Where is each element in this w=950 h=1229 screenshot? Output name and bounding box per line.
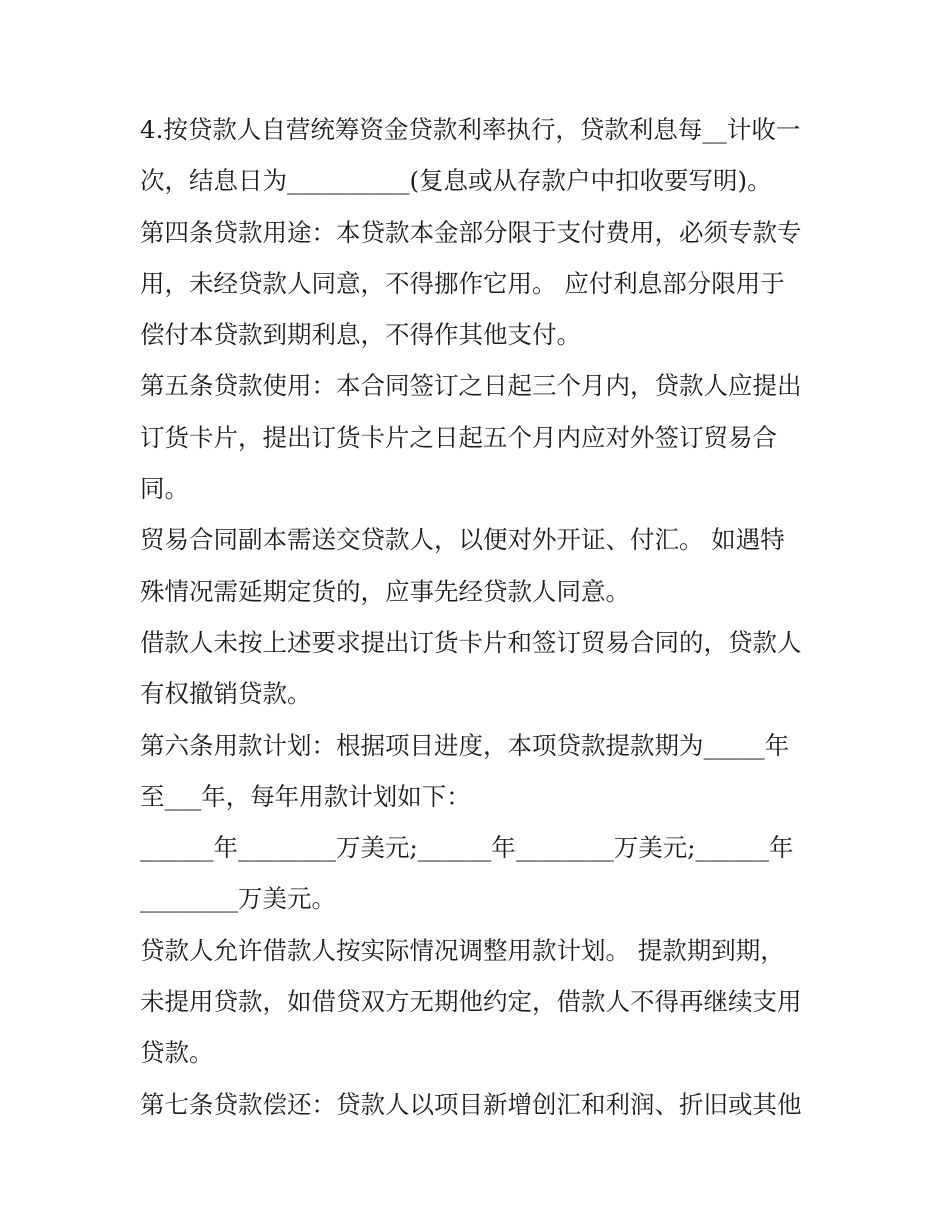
text-line: 第六条用款计划：根据项目进度，本项贷款提款期为_____年	[140, 730, 790, 760]
text-line: 至___年，每年用款计划如下：	[140, 781, 471, 811]
text-line: 借款人未按上述要求提出订货卡片和签订贸易合同的，贷款人	[140, 627, 802, 657]
text-line: 贸易合同副本需送交贷款人，以便对外开证、付汇。 如遇特	[140, 525, 785, 555]
text-line: 用，未经贷款人同意，不得挪作它用。 应付利息部分限用于	[140, 268, 785, 298]
text-line: ______年________万美元;______年________万美元;______年	[140, 833, 794, 863]
document-body	[140, 104, 820, 1130]
text-line: 第四条贷款用途：本贷款本金部分限于支付费用，必须专款专	[140, 217, 802, 247]
text-line: 4.按贷款人自营统筹资金贷款利率执行，贷款利息每__计收一	[140, 115, 801, 144]
text-line: 有权撤销贷款。	[140, 679, 312, 709]
text-line: 未提用贷款，如借贷双方无期他约定，借款人不得再继续支用	[140, 987, 802, 1017]
text-line: 第五条贷款使用：本合同签订之日起三个月内，贷款人应提出	[140, 371, 802, 401]
text-line: 第七条贷款偿还：贷款人以项目新增创汇和利润、折旧或其他	[140, 1089, 802, 1119]
text-line: 殊情况需延期定货的，应事先经贷款人同意。	[140, 576, 630, 606]
text-line: 贷款。	[140, 1038, 214, 1068]
text-line: 次，结息日为__________(复息或从存款户中扣收要写明)。	[140, 166, 772, 196]
text-line: 订货卡片，提出订货卡片之日起五个月内应对外签订贸易合	[140, 422, 777, 452]
text-line: ________万美元。	[140, 884, 336, 914]
text-line: 同。	[140, 474, 189, 504]
text-line: 偿付本贷款到期利息，不得作其他支付。	[140, 320, 581, 350]
text-line: 贷款人允许借款人按实际情况调整用款计划。 提款期到期，	[140, 935, 785, 965]
